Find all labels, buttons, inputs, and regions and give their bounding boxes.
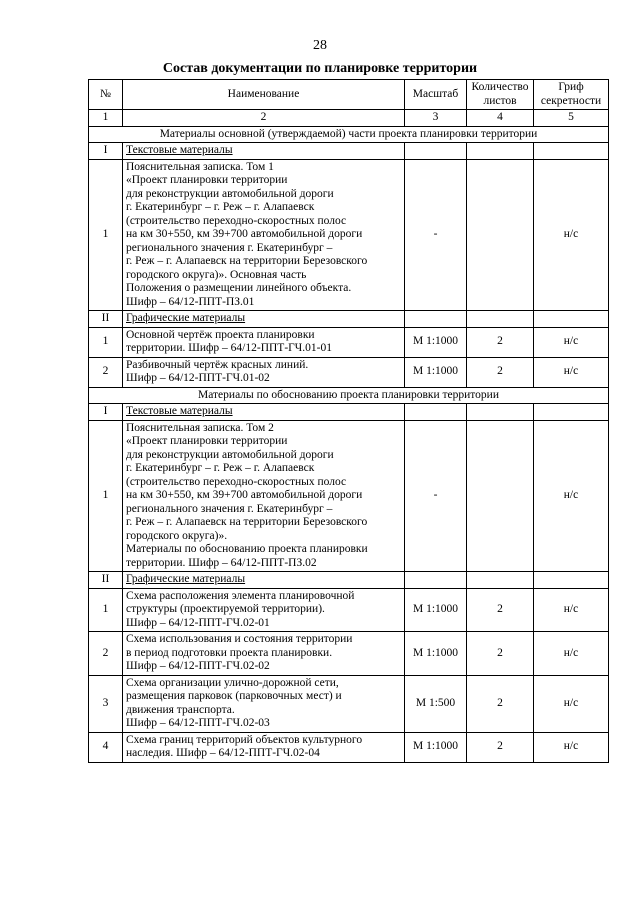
group-label: Текстовые материалы: [123, 143, 405, 160]
row-scale: М 1:1000: [405, 588, 467, 632]
row-scale: М 1:500: [405, 675, 467, 732]
header-secrecy: Гриф секретности: [534, 80, 609, 110]
row-num: 2: [89, 357, 123, 387]
table-row: [89, 732, 609, 762]
row-sheets: 2: [467, 732, 534, 762]
row-name: Схема организации улично-дорожной сети, размещения парковок (парковочных мест) и движения транспорта. Шифр – 64/12-ППТ-ГЧ.02-03: [123, 675, 405, 732]
row-name: Разбивочный чертёж красных линий. Шифр – 64/12-ППТ-ГЧ.01-02: [123, 357, 405, 387]
row-name: Схема границ территорий объектов культурного наследия. Шифр – 64/12-ППТ-ГЧ.02-04: [123, 732, 405, 762]
row-name: Пояснительная записка. Том 2 «Проект планировки территории для реконструкции автомобильной дороги г. Екатеринбург – г. Реж – г. Алапаевск (строительство переходно-скоростных полос на км 30+550, км 39+700 автомобильной дороги регионального значения г. Екатеринбург – г. Реж – г. Алапаевск на территории Березовского городского округа)». Материалы по обоснованию проекта планировки территории. Шифр – 64/12-ППТ-ПЗ.02: [123, 420, 405, 572]
row-num: 4: [89, 732, 123, 762]
row-sheets: 2: [467, 327, 534, 357]
column-number: 5: [534, 110, 609, 127]
row-num: 1: [89, 420, 123, 572]
table-row: [89, 159, 609, 311]
row-sheets: 2: [467, 675, 534, 732]
row-num: 1: [89, 159, 123, 311]
row-secrecy: н/с: [534, 675, 609, 732]
header-scale: Масштаб: [405, 80, 467, 110]
header-num: №: [89, 80, 123, 110]
table-header-row: [89, 80, 609, 110]
group-row: [89, 572, 609, 589]
section-title: Материалы основной (утверждаемой) части проекта планировки территории: [89, 126, 609, 143]
row-scale: М 1:1000: [405, 632, 467, 676]
table-row: [89, 632, 609, 676]
row-secrecy: н/с: [534, 327, 609, 357]
row-scale: М 1:1000: [405, 357, 467, 387]
group-label: Графические материалы: [123, 572, 405, 589]
row-name: Схема использования и состояния территории в период подготовки проекта планировки. Шифр – 64/12-ППТ-ГЧ.02-02: [123, 632, 405, 676]
table-row: [89, 588, 609, 632]
row-secrecy: н/с: [534, 159, 609, 311]
group-label: Текстовые материалы: [123, 404, 405, 421]
row-secrecy: н/с: [534, 357, 609, 387]
group-row: [89, 143, 609, 160]
row-secrecy: н/с: [534, 420, 609, 572]
documentation-table: [88, 79, 609, 763]
group-row: [89, 311, 609, 328]
group-num: II: [89, 572, 123, 589]
column-number: 4: [467, 110, 534, 127]
row-name: Схема расположения элемента планировочной структуры (проектируемой территории). Шифр – 64/12-ППТ-ГЧ.02-01: [123, 588, 405, 632]
row-secrecy: н/с: [534, 632, 609, 676]
row-sheets: 2: [467, 632, 534, 676]
header-sheets: Количество листов: [467, 80, 534, 110]
page-number: 28: [313, 38, 327, 53]
column-number: 1: [89, 110, 123, 127]
row-scale: -: [405, 420, 467, 572]
row-secrecy: н/с: [534, 732, 609, 762]
table-row: [89, 420, 609, 572]
group-label: Графические материалы: [123, 311, 405, 328]
row-num: 1: [89, 327, 123, 357]
group-num: I: [89, 404, 123, 421]
row-scale: -: [405, 159, 467, 311]
column-number-row: [89, 110, 609, 127]
section-title: Материалы по обоснованию проекта планировки территории: [89, 387, 609, 404]
row-sheets: [467, 420, 534, 572]
row-num: 2: [89, 632, 123, 676]
column-number: 2: [123, 110, 405, 127]
row-scale: М 1:1000: [405, 327, 467, 357]
row-scale: М 1:1000: [405, 732, 467, 762]
group-row: [89, 404, 609, 421]
table-row: [89, 327, 609, 357]
table-row: [89, 675, 609, 732]
row-name: Пояснительная записка. Том 1 «Проект планировки территории для реконструкции автомобильной дороги г. Екатеринбург – г. Реж – г. Алапаевск (строительство переходно-скоростных полос на км 30+550, км 39+700 автомобильной дороги регионального значения г. Екатеринбург – г. Реж – г. Алапаевск на территории Березовского городского округа)». Основная часть Положения о размещении линейного объекта. Шифр – 64/12-ППТ-ПЗ.01: [123, 159, 405, 311]
row-secrecy: н/с: [534, 588, 609, 632]
row-num: 1: [89, 588, 123, 632]
header-name: Наименование: [123, 80, 405, 110]
row-sheets: 2: [467, 357, 534, 387]
table-row: [89, 357, 609, 387]
group-num: I: [89, 143, 123, 160]
row-sheets: 2: [467, 588, 534, 632]
row-name: Основной чертёж проекта планировки территории. Шифр – 64/12-ППТ-ГЧ.01-01: [123, 327, 405, 357]
row-num: 3: [89, 675, 123, 732]
column-number: 3: [405, 110, 467, 127]
section-heading-row: [89, 126, 609, 143]
section-heading-row: [89, 387, 609, 404]
page-title: Состав документации по планировке территории: [162, 61, 478, 76]
row-sheets: [467, 159, 534, 311]
group-num: II: [89, 311, 123, 328]
